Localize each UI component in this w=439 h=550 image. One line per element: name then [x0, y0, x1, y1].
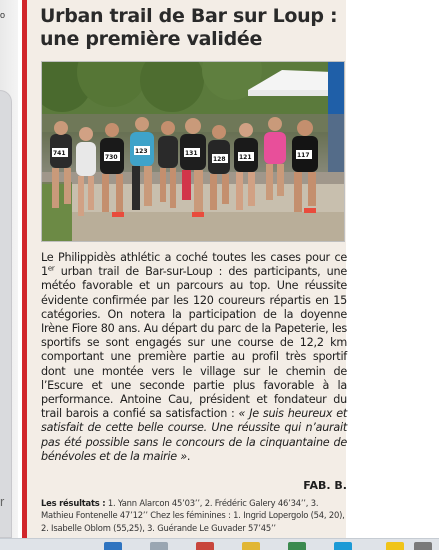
taskbar-app-icon[interactable] [414, 542, 432, 550]
taskbar-app-icon[interactable] [196, 542, 214, 550]
bib-label: 128 [213, 156, 226, 163]
taskbar-app-icon[interactable] [150, 542, 168, 550]
taskbar-app-icon[interactable] [386, 542, 404, 550]
neighbor-text-fragment-bottom: r [0, 494, 5, 509]
body-text-main: urban trail de Bar-sur-Loup : des participants, une météo favorable et un parcours au top. Une réussite évidente confirmée par les 120 coureurs répartis en 15 catégories. On notera la participation de la doyenne Irène Fiore 80 ans. Au départ du parc de la Papeterie, les sportifs se sont engagés sur une course de 12,2 km comportant une première partie au profil très sportif dont une montée vers le village sur le chemin de l’Escure et une seconde partie plus favorable à la performance. Antoine Cau, président et fondateur du trail barois a confié sa satisfaction : [41, 265, 347, 421]
article-paragraph [41, 251, 347, 464]
taskbar-app-icon[interactable] [288, 542, 306, 550]
article-headline: Urban trail de Bar sur Loup : une première validée [40, 5, 338, 50]
bib-label: 123 [135, 148, 148, 155]
article-clipping [22, 0, 346, 540]
bib-label: 121 [239, 154, 252, 161]
author-signature: FAB. B. [303, 479, 347, 492]
taskbar-app-icon[interactable] [334, 542, 352, 550]
president-quote: « Je suis heureux et satisfait de cette belle course. Une réussite qui n’aurait pas été possible sans le concours de la cinquantaine de bénévoles et de la mairie » [41, 407, 347, 463]
race-results [41, 497, 347, 534]
results-label: Les résultats : [41, 498, 106, 508]
body-text-end: . [186, 449, 191, 463]
taskbar-app-icon[interactable] [104, 542, 122, 550]
ordinal-superscript: er [47, 264, 55, 273]
results-text: 1. Yann Alarcon 45’03’’, 2. Frédéric Galery 46’34’’, 3. Mathieu Fontenelle 47’12’’ Chez les féminines : 1. Ingrid Lopergolo (54, 20), 2. Isabelle Oblom (55,25), 3. Guérande Le Guvader 57’45’’ [41, 498, 345, 533]
bib-label: 730 [105, 154, 118, 161]
neighbor-text-fragment: o [0, 10, 6, 20]
blank-area [346, 0, 439, 538]
neighbor-panel [0, 90, 12, 538]
body-text-start: Le Philippidès athlétic a coché toutes les cases pour ce 1 [41, 251, 347, 279]
race-start-photo [41, 61, 345, 242]
article-body [41, 251, 347, 464]
bib-label: 131 [185, 150, 198, 157]
runners-illustration [42, 62, 345, 242]
taskbar-app-icon[interactable] [242, 542, 260, 550]
bib-label: 117 [297, 152, 310, 159]
taskbar [0, 538, 439, 550]
bib-label: 741 [53, 150, 66, 157]
